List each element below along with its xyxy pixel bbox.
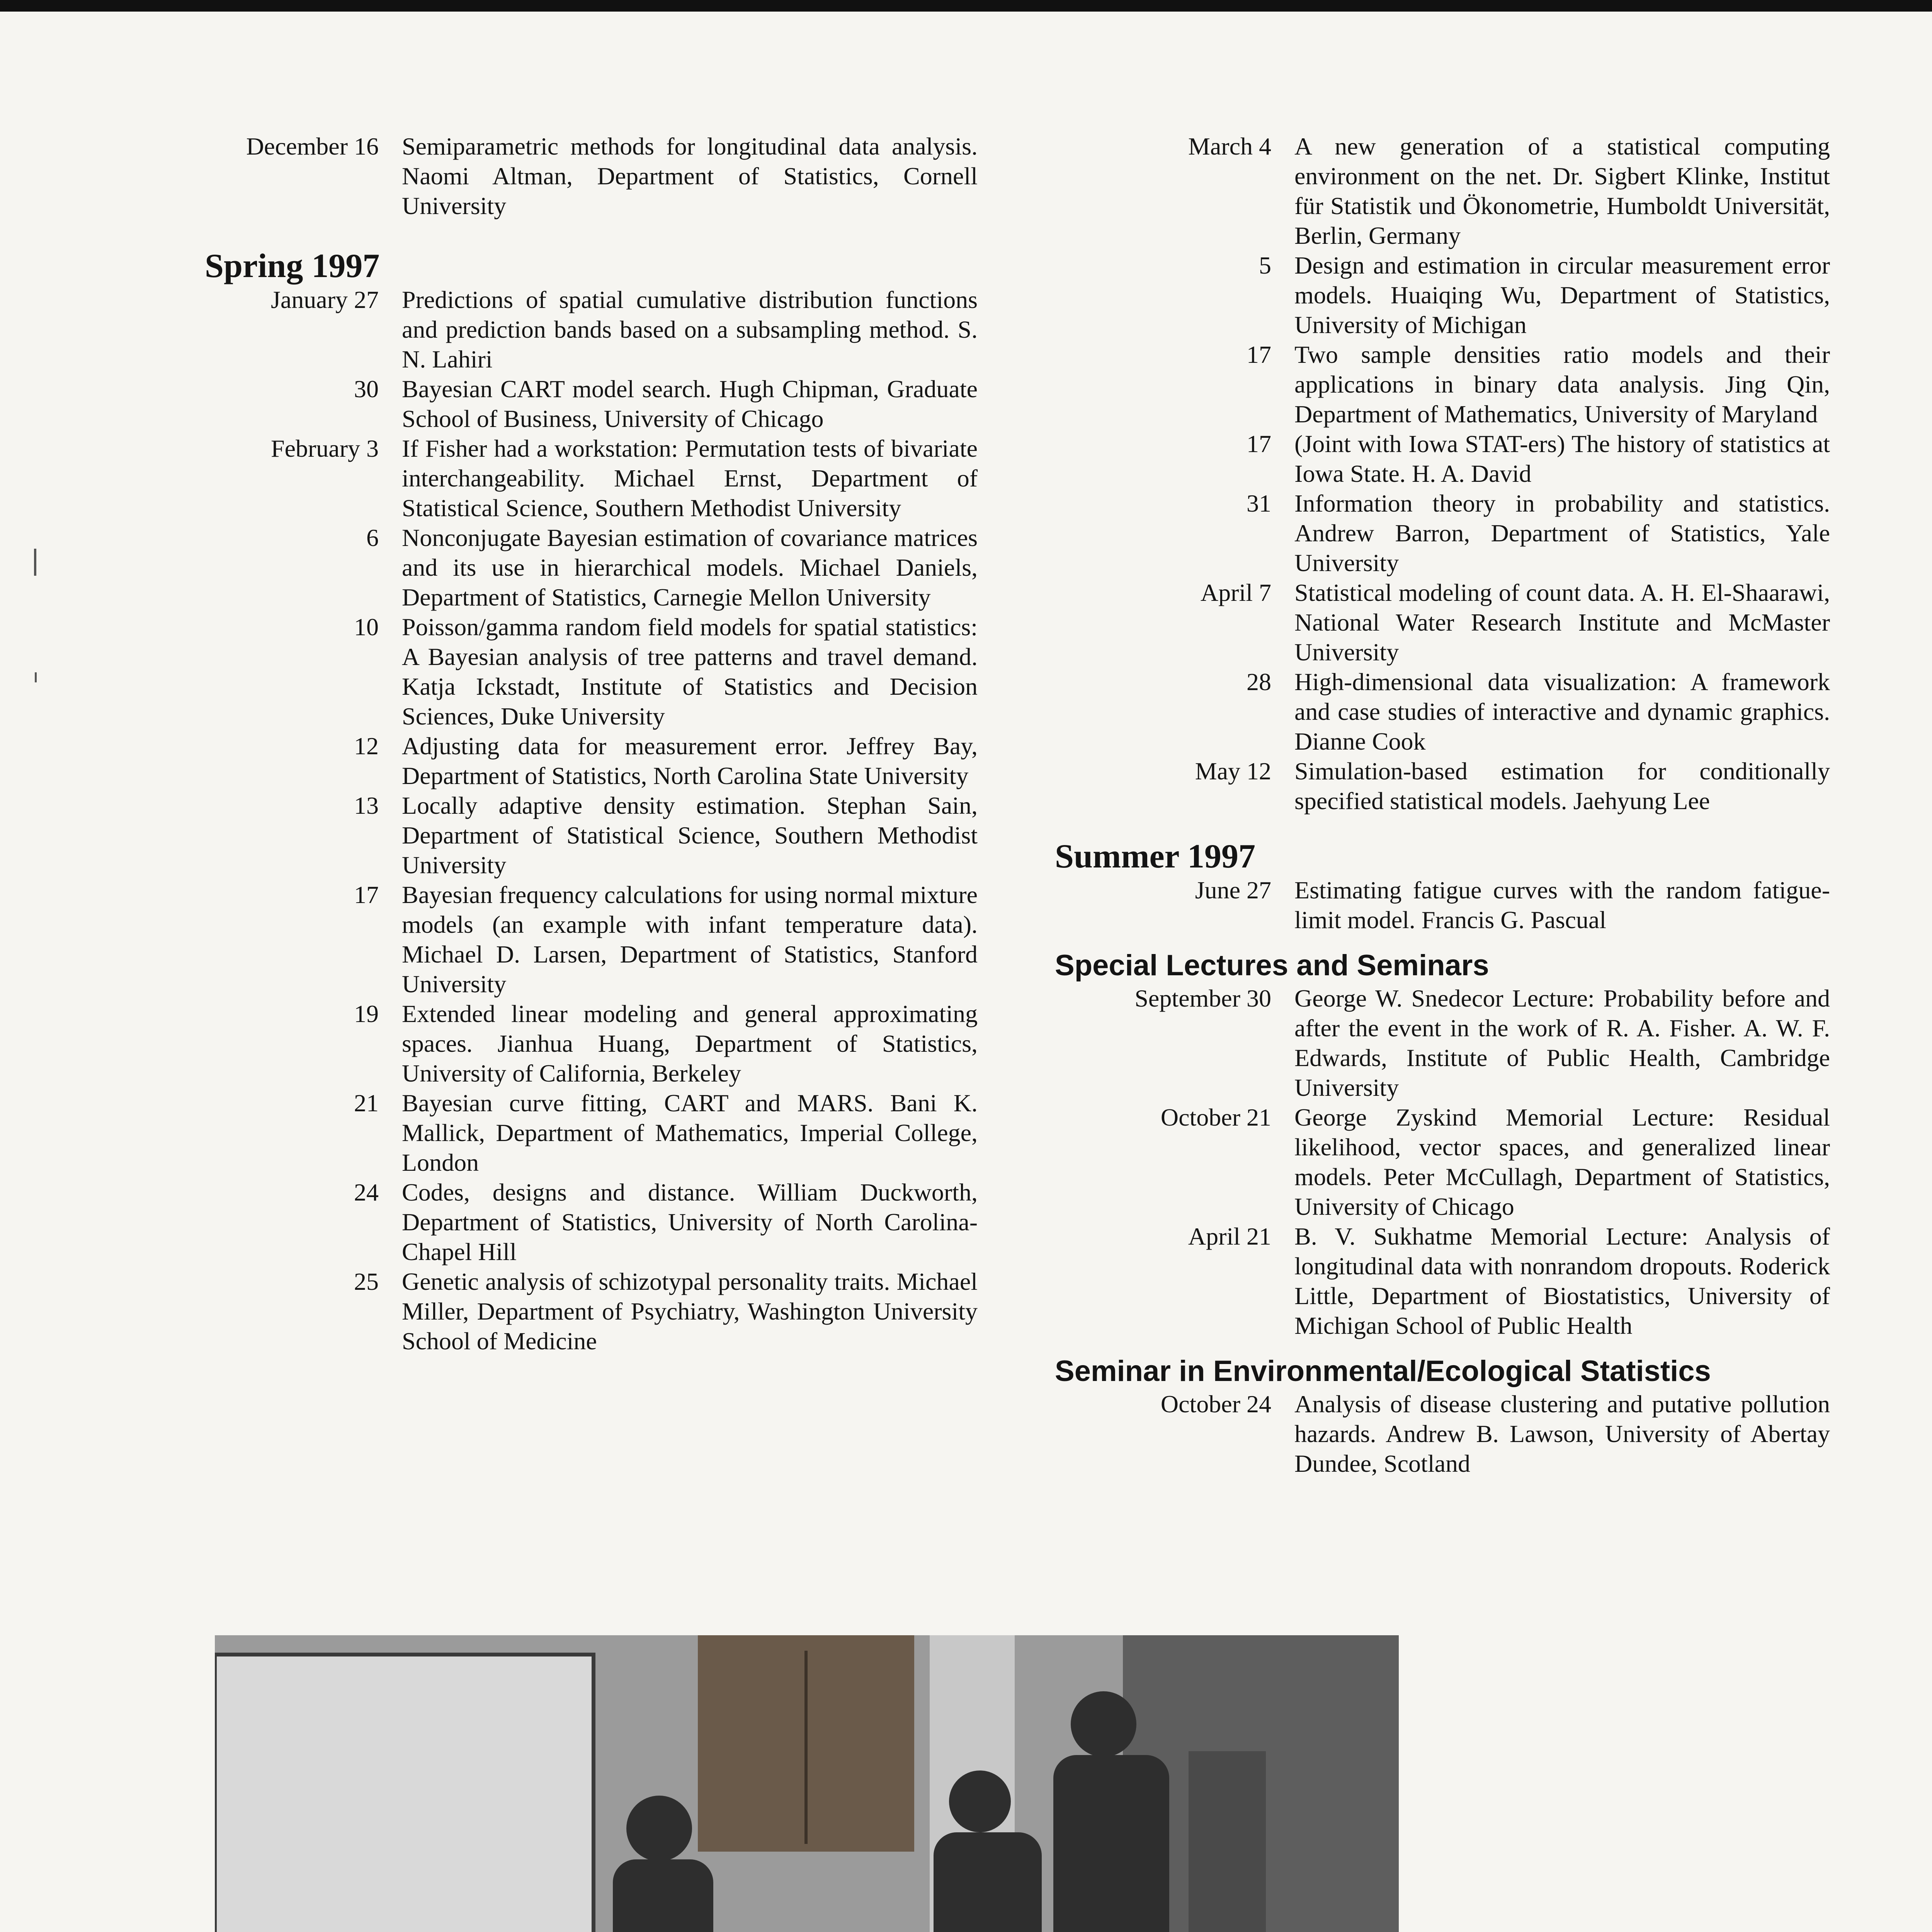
seminar-entry (1055, 250, 1830, 340)
seminar-entry (1055, 667, 1830, 756)
seminar-date: 5 (1259, 252, 1271, 279)
seminar-entry (205, 731, 978, 791)
right-column (1055, 131, 1830, 1478)
scan-edge-mark (35, 672, 37, 682)
seminar-entry (205, 1088, 978, 1177)
magazine-rack (1189, 1751, 1266, 1932)
seminar-description: B. V. Sukhatme Memorial Lecture: Analysis of longitudinal data with nonrandom dropouts. Roderick Little, Department of Biostatistics, University of Michigan School of Public Health (1294, 1223, 1830, 1339)
seminar-entry (1055, 340, 1830, 429)
heading-special-lectures: Special Lectures and Seminars (1055, 949, 1489, 982)
seminar-entry (1055, 578, 1830, 667)
seminar-entry (205, 523, 978, 612)
seminar-list-environmental (1055, 1389, 1830, 1478)
seminar-description: Codes, designs and distance. William Duckworth, Department of Statistics, University of North Carolina-Chapel Hill (402, 1179, 978, 1265)
seminar-entry (205, 999, 978, 1088)
seminar-date: December 16 (246, 133, 379, 160)
seminar-entry (205, 374, 978, 434)
seminar-description: Genetic analysis of schizotypal personality traits. Michael Miller, Department of Psychiatry, Washington University School of Medicine (402, 1268, 978, 1355)
seminar-list-fall-1996 (205, 131, 978, 221)
seminar-description: George Zyskind Memorial Lecture: Residual likelihood, vector spaces, and generalized linear models. Peter McCullagh, Department of Statistics, University of Chicago (1294, 1104, 1830, 1220)
seminar-date: 6 (366, 524, 379, 551)
seminar-description: Nonconjugate Bayesian estimation of covariance matrices and its use in hierarchical models. Michael Daniels, Department of Statistics, Carnegie Mellon University (402, 524, 978, 611)
seminar-date: January 27 (270, 286, 379, 313)
seminar-entry (205, 1177, 978, 1267)
seminar-description: Bayesian frequency calculations for using normal mixture models (an example with infant temperature data). Michael D. Larsen, Department of Statistics, Stanford University (402, 881, 978, 998)
seminar-entry (1055, 488, 1830, 578)
seminar-entry (1055, 1102, 1830, 1221)
seminar-description: Locally adaptive density estimation. Stephan Sain, Department of Statistical Science, Southern Methodist University (402, 792, 978, 879)
seminar-entry (1055, 1389, 1830, 1478)
seminar-date: 24 (354, 1179, 379, 1206)
seminar-description: (Joint with Iowa STAT-ers) The history of statistics at Iowa State. H. A. David (1294, 430, 1830, 487)
seminar-description: Semiparametric methods for longitudinal data analysis. Naomi Altman, Department of Statistics, Cornell University (402, 133, 978, 219)
seminar-description: Statistical modeling of count data. A. H. El-Shaarawi, National Water Research Institute and McMaster University (1294, 579, 1830, 666)
seminar-list-spring-1997-continued (1055, 131, 1830, 816)
seminar-description: Estimating fatigue curves with the random fatigue-limit model. Francis G. Pascual (1294, 876, 1830, 934)
seminar-description: Design and estimation in circular measurement error models. Huaiqing Wu, Department of Statistics, University of Michigan (1294, 252, 1830, 338)
seminar-description: If Fisher had a workstation: Permutation tests of bivariate interchangeability. Michael Ernst, Department of Statistical Science, Southern Methodist University (402, 435, 978, 522)
seminar-entry (1055, 983, 1830, 1102)
whiteboard (215, 1655, 594, 1932)
seminar-date: 25 (354, 1268, 379, 1295)
seminar-date: 17 (1247, 341, 1271, 368)
seminar-date: 17 (1247, 430, 1271, 457)
lounge-photo-illustration (215, 1635, 1399, 1932)
left-column (205, 131, 978, 1356)
scan-top-edge (0, 0, 1932, 12)
seminar-description: Information theory in probability and statistics. Andrew Barron, Department of Statistics, Yale University (1294, 490, 1830, 577)
seminar-description: Simulation-based estimation for conditionally specified statistical models. Jaehyung Lee (1294, 757, 1830, 815)
seminar-description: Extended linear modeling and general approximating spaces. Jianhua Huang, Department of Statistics, University of California, Berkeley (402, 1000, 978, 1087)
seminar-date: 30 (354, 375, 379, 403)
seminar-date: May 12 (1195, 757, 1271, 785)
seminar-description: Predictions of spatial cumulative distribution functions and prediction bands based on a subsampling method. S. N. Lahiri (402, 286, 978, 373)
seminar-description: Poisson/gamma random field models for spatial statistics: A Bayesian analysis of tree patterns and travel demand. Katja Ickstadt, Institute of Statistics and Decision Sciences, Duke University (402, 613, 978, 730)
seminar-description: High-dimensional data visualization: A framework and case studies of interactive and dynamic graphics. Dianne Cook (1294, 668, 1830, 755)
seminar-description: Bayesian curve fitting, CART and MARS. Bani K. Mallick, Department of Mathematics, Imperial College, London (402, 1089, 978, 1176)
seminar-entry (205, 612, 978, 731)
seminar-description: Analysis of disease clustering and putative pollution hazards. Andrew B. Lawson, University of Abertay Dundee, Scotland (1294, 1390, 1830, 1477)
seminar-date: 19 (354, 1000, 379, 1027)
seminar-date: 17 (354, 881, 379, 908)
seminar-description: Two sample densities ratio models and their applications in binary data analysis. Jing Qin, Department of Mathematics, University of Maryland (1294, 341, 1830, 428)
seminar-date: 13 (354, 792, 379, 819)
seminar-date: October 21 (1160, 1104, 1271, 1131)
seminar-date: March 4 (1188, 133, 1271, 160)
seminar-entry (205, 131, 978, 221)
seminar-description: Adjusting data for measurement error. Jeffrey Bay, Department of Statistics, North Carolina State University (402, 732, 978, 789)
seminar-date: June 27 (1195, 876, 1271, 904)
seminar-entry (205, 791, 978, 880)
seminar-entry (1055, 1221, 1830, 1340)
seminar-entry (205, 1267, 978, 1356)
seminar-date: 12 (354, 732, 379, 760)
seminar-description: A new generation of a statistical computing environment on the net. Dr. Sigbert Klinke, Institut für Statistik und Ökonometrie, Humboldt Universität, Berlin, Germany (1294, 133, 1830, 249)
lounge-photo (215, 1635, 1399, 1932)
heading-environmental-seminar: Seminar in Environmental/Ecological Statistics (1055, 1355, 1711, 1388)
heading-spring-1997: Spring 1997 (205, 247, 380, 285)
seminar-entry (1055, 429, 1830, 488)
seminar-entry (1055, 756, 1830, 816)
seminar-entry (205, 434, 978, 523)
seminar-date: October 24 (1160, 1390, 1271, 1418)
seminar-date: April 7 (1200, 579, 1271, 606)
seminar-date: April 21 (1188, 1223, 1271, 1250)
seminar-date: 10 (354, 613, 379, 641)
seminar-date: 21 (354, 1089, 379, 1117)
seminar-description: Bayesian CART model search. Hugh Chipman, Graduate School of Business, University of Chicago (402, 375, 978, 432)
seminar-list-spring-1997 (205, 285, 978, 1356)
seminar-entry (205, 285, 978, 374)
seminar-entry (1055, 131, 1830, 250)
seminar-entry (205, 880, 978, 999)
seminar-date: 28 (1247, 668, 1271, 696)
seminar-date: February 3 (270, 435, 379, 462)
scan-edge-mark (34, 549, 36, 576)
seminar-list-special-lectures (1055, 983, 1830, 1340)
heading-summer-1997: Summer 1997 (1055, 838, 1256, 875)
seminar-date: September 30 (1134, 985, 1271, 1012)
seminar-description: George W. Snedecor Lecture: Probability before and after the event in the work of R. A. Fisher. A. W. F. Edwards, Institute of Public Health, Cambridge University (1294, 985, 1830, 1101)
seminar-list-summer-1997 (1055, 875, 1830, 935)
seminar-entry (1055, 875, 1830, 935)
seminar-date: 31 (1247, 490, 1271, 517)
